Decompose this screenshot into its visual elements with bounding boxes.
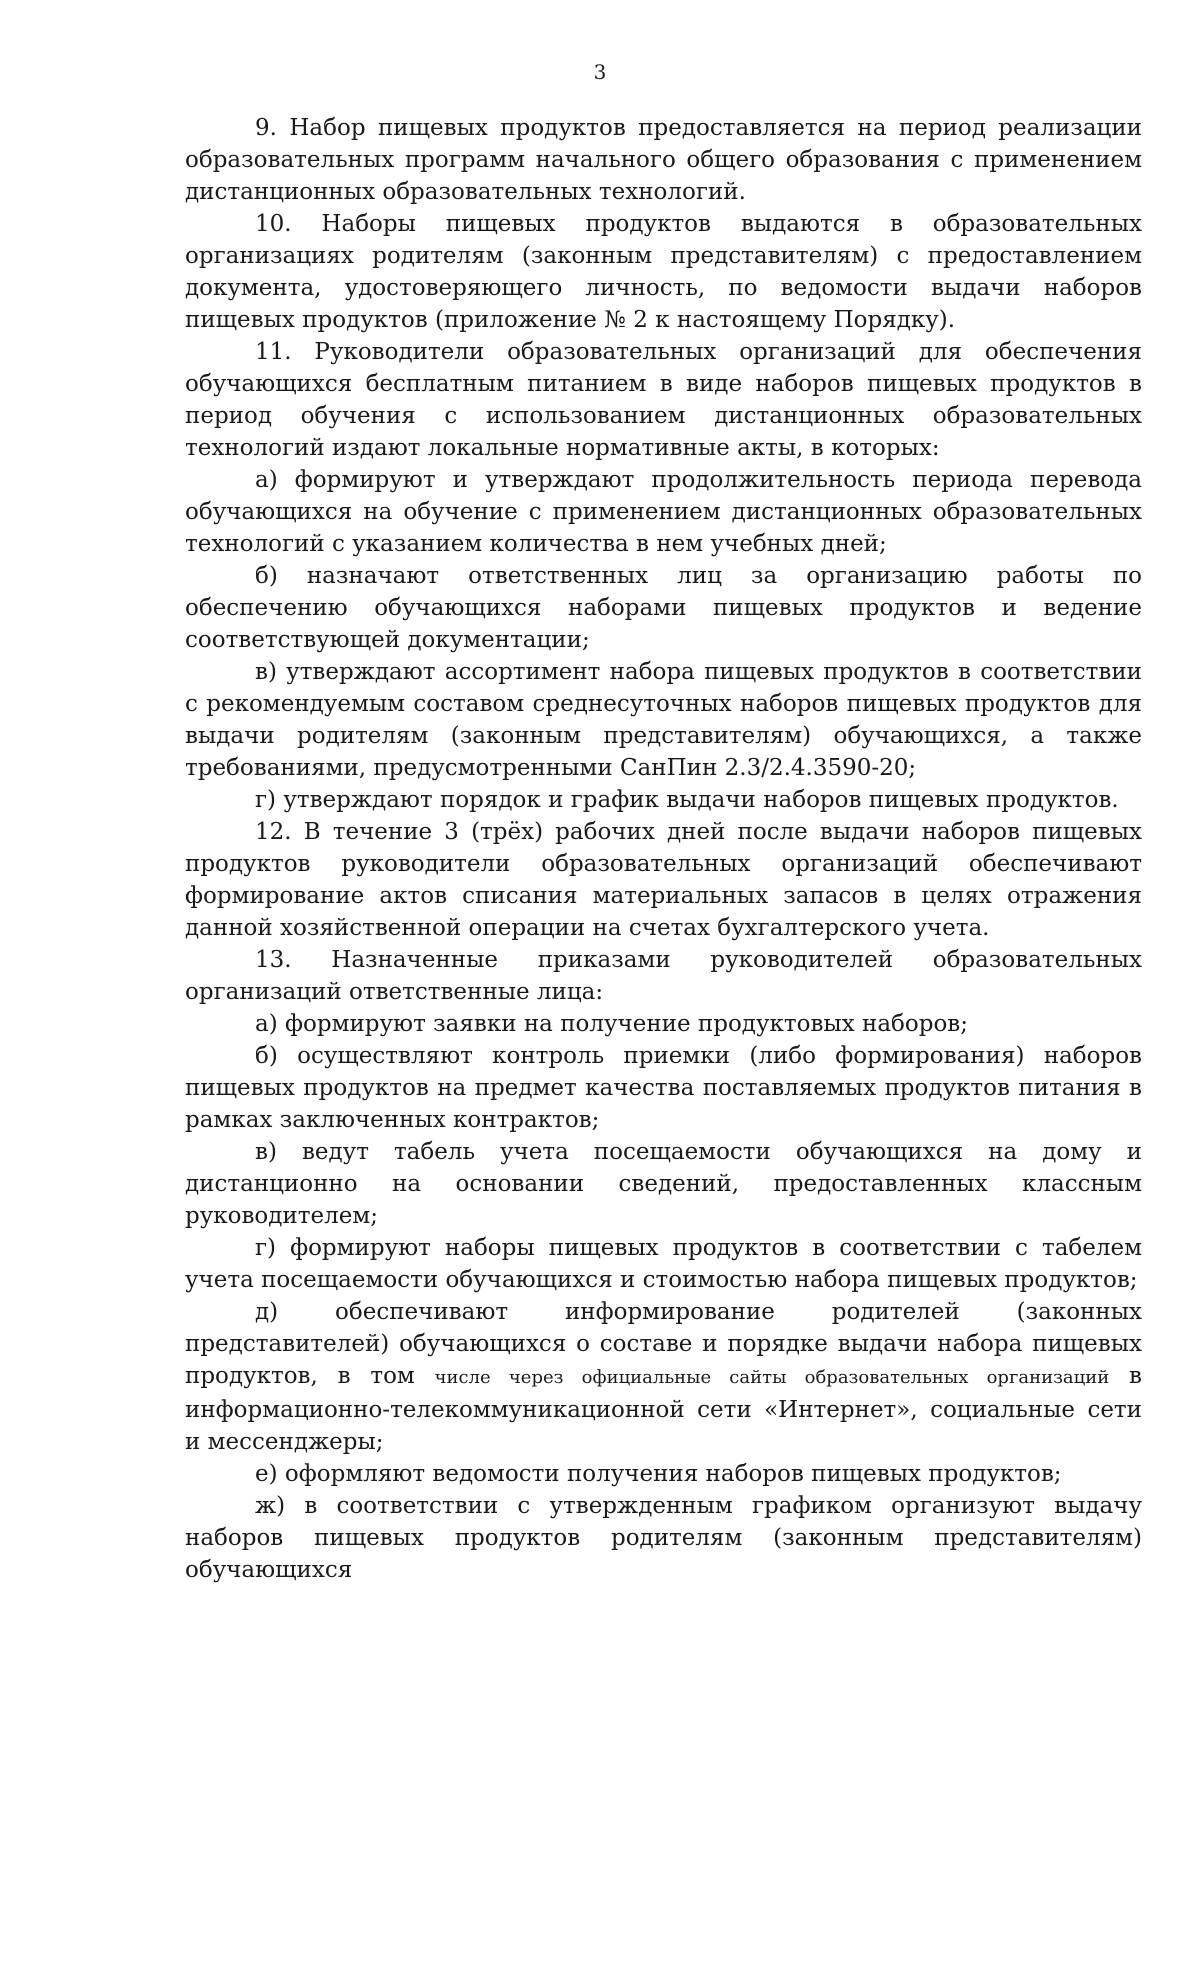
paragraph-13-e: е) оформляют ведомости получения наборов пищевых продуктов; [255,1461,1062,1487]
document-body [185,112,1142,1586]
paragraph-13-d-part3: в информационно-телекоммуникационной сети «Интернет», социальные сети и мессенджеры; [185,1363,1142,1455]
paragraph-13-v: в) ведут табель учета посещаемости обучающихся на дому и дистанционно на основании сведений, предоставленных классным руководителем; [185,1139,1142,1229]
paragraph-13: 13. Назначенные приказами руководителей образовательных организаций ответственные лица: [185,947,1142,1005]
paragraph-13-g: г) формируют наборы пищевых продуктов в соответствии с табелем учета посещаемости обучающихся и стоимостью набора пищевых продуктов; [185,1235,1142,1293]
paragraph-13-zh: ж) в соответствии с утвержденным графиком организуют выдачу наборов пищевых продуктов родителям (законным представителям) обучающихся [185,1493,1142,1583]
paragraph-13-d-part1: д) обеспечивают информирование родителей (законных представителей) обучающихся о составе и порядке выдачи набора пищевых продуктов, в том [185,1299,1142,1389]
paragraph-10: 10. Наборы пищевых продуктов выдаются в образовательных организациях родителям (законным представителям) с предоставлением документа, удостоверяющего личность, по ведомости выдачи наборов пищевых продуктов (приложение № 2 к настоящему Порядку). [185,211,1142,333]
page-number: 3 [593,60,607,84]
paragraph-13-a: а) формируют заявки на получение продуктовых наборов; [255,1011,968,1037]
paragraph-12: 12. В течение 3 (трёх) рабочих дней после выдачи наборов пищевых продуктов руководители образовательных организаций обеспечивают формирование актов списания материальных запасов в целях отражения данной хозяйственной операции на счетах бухгалтерского учета. [185,819,1142,941]
paragraph-13-b: б) осуществляют контроль приемки (либо формирования) наборов пищевых продуктов на предмет качества поставляемых продуктов питания в рамках заключенных контрактов; [185,1043,1142,1133]
paragraph-11-b: б) назначают ответственных лиц за организацию работы по обеспечению обучающихся наборами пищевых продуктов и ведение соответствующей документации; [185,563,1142,653]
paragraph-13-d [185,1296,1142,1458]
paragraph-11-a: а) формируют и утверждают продолжительность периода перевода обучающихся на обучение с применением дистанционных образовательных технологий с указанием количества в нем учебных дней; [185,467,1142,557]
paragraph-11: 11. Руководители образовательных организаций для обеспечения обучающихся бесплатным питанием в виде наборов пищевых продуктов в период обучения с использованием дистанционных образовательных технологий издают локальные нормативные акты, в которых: [185,339,1142,461]
paragraph-11-g: г) утверждают порядок и график выдачи наборов пищевых продуктов. [255,787,1119,813]
paragraph-11-v: в) утверждают ассортимент набора пищевых продуктов в соответствии с рекомендуемым составом среднесуточных наборов пищевых продуктов для выдачи родителям (законным представителям) обучающихся, а также требованиями, предусмотренными СанПин 2.3/2.4.3590-20; [185,659,1142,781]
paragraph-13-d-part2: числе через официальные сайты образовательных организаций [434,1367,1110,1388]
paragraph-9: 9. Набор пищевых продуктов предоставляется на период реализации образовательных программ начального общего образования с применением дистанционных образовательных технологий. [185,115,1142,205]
